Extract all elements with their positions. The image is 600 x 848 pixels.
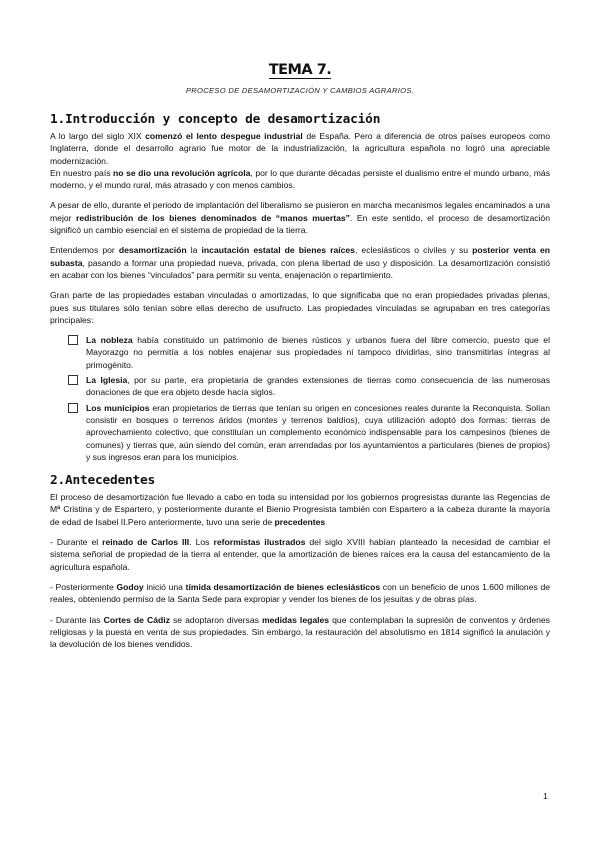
section-2-paragraph-2: - Durante el reinado de Carlos III. Los reformistas ilustrados del siglo XVIII habían planteado la necesidad de cambiar el sistema señorial de propiedad de la tierra al entender, que la amortización de bienes raíces era la causa del estancamiento de la agricultura española.	[50, 537, 550, 572]
section-1-heading: 1.Introducción y concepto de desamortización	[50, 112, 381, 127]
section-2	[50, 473, 550, 650]
section-1-paragraph-4: Entendemos por desamortización la incautación estatal de bienes raíces, eclesiásticos o civiles y su posterior venta en subasta, pasando a formar una propiedad nueva, privada, con plena libertad de uso y disposición. La desamortización consistió en acabar con los bienes “vinculados” para permitir su venta, enajenación o repartimiento.	[50, 245, 550, 280]
checkbox-icon	[68, 375, 78, 385]
document-subtitle: PROCESO DE DESAMORTIZACIÓN Y CAMBIOS AGRARIOS.	[185, 86, 415, 95]
list-item-municipios: Los municipios eran propietarios de tierras que tenían su origen en concesiones reales durante la Reconquista. Solían consistir en bosques o terrenos áridos (montes y terrenos baldíos), cuya utilización adoptó dos formas: tierras de aprovechamiento colectivo, que constituían un complemento económico indispensable para los campesinos (bienes de comunes) y tierras que, aún siendo del común, eran arrendadas por los ayuntamientos a particulares (bienes de propios) y sus ingresos eran para los municipios.	[68, 402, 550, 463]
section-1-paragraph-1: A lo largo del siglo XIX comenzó el lento despegue industrial de España. Pero a diferencia de otros países europeos como Inglaterra, donde el desarrollo agrario fue motor de la industrialización, la agricultura española no logró una apreciable modernización.	[50, 131, 550, 166]
section-1-paragraph-3: A pesar de ello, durante el periodo de implantación del liberalismo se pusieron en marcha mecanismos legales encaminados a una mejor redistribución de los bienes denominados de “manos muertas”. En este sentido, el proceso de desamortización significó un cambio esencial en el sistema de propiedad de la tierra.	[50, 200, 550, 236]
page-number: 1	[543, 791, 548, 801]
vinculated-categories-list	[50, 334, 550, 463]
section-2-heading: 2.Antecedentes	[50, 473, 156, 489]
section-2-paragraph-1: El proceso de desamortización fue llevado a cabo en toda su intensidad por los gobiernos progresistas durante las Regencias de Mª Cristina y de Espartero, y posteriormente durante el Bienio Progresista también con Espartero a la cabeza durante la mayoría de edad de Isabel II.Pero anteriormente, tuvo una serie de precedentes	[50, 492, 550, 527]
title-text: TEMA 7.	[268, 62, 332, 78]
section-1-paragraph-5: Gran parte de las propiedades estaban vinculadas o amortizadas, lo que significaba que no eran propiedades privadas plenas, pues sus titulares sólo tenían sobre ellas derecho de usufructo. Las propiedades vinculadas se agrupaban en tres categorías principales:	[50, 290, 550, 325]
section-1-paragraph-2: En nuestro país no se dio una revolución agrícola, por lo que durante décadas persiste el dualismo entre el mundo urbano, más moderno, y el mundo rural, más atrasado y con menos cambios.	[50, 167, 550, 191]
section-2-paragraph-4: - Durante las Cortes de Cádiz se adoptaron diversas medidas legales que contemplaban la supresión de conventos y órdenes religiosas y la puesta en venta de sus propiedades. Sin embargo, la restauración del absolutismo en 1814 significó la anulación y la devolución de los bienes vendidos.	[50, 614, 550, 650]
checkbox-icon	[68, 335, 78, 345]
document-body	[50, 112, 550, 658]
list-item-iglesia: La Iglesia, por su parte, era propietaria de grandes extensiones de tierras como consecuencia de las numerosas donaciones de que era objeto desde hacía siglos.	[68, 374, 550, 399]
document-title	[0, 64, 600, 76]
list-item-nobleza: La nobleza había constituido un patrimonio de bienes rústicos y urbanos fuera del libre comercio, puesto que el Mayorazgo no permitía a los nobles enajenar sus propiedades ni tampoco dividirlas, sino transmitirlas íntegras al primogénito.	[68, 334, 550, 371]
checkbox-icon	[68, 403, 78, 413]
section-2-paragraph-3: - Posteriormente Godoy inició una tímida desamortización de bienes eclesiásticos con un beneficio de unos 1.600 millones de reales, obteniendo permiso de la Santa Sede para expropiar y vender los bienes de los jesuitas y de obras pías.	[50, 581, 550, 605]
